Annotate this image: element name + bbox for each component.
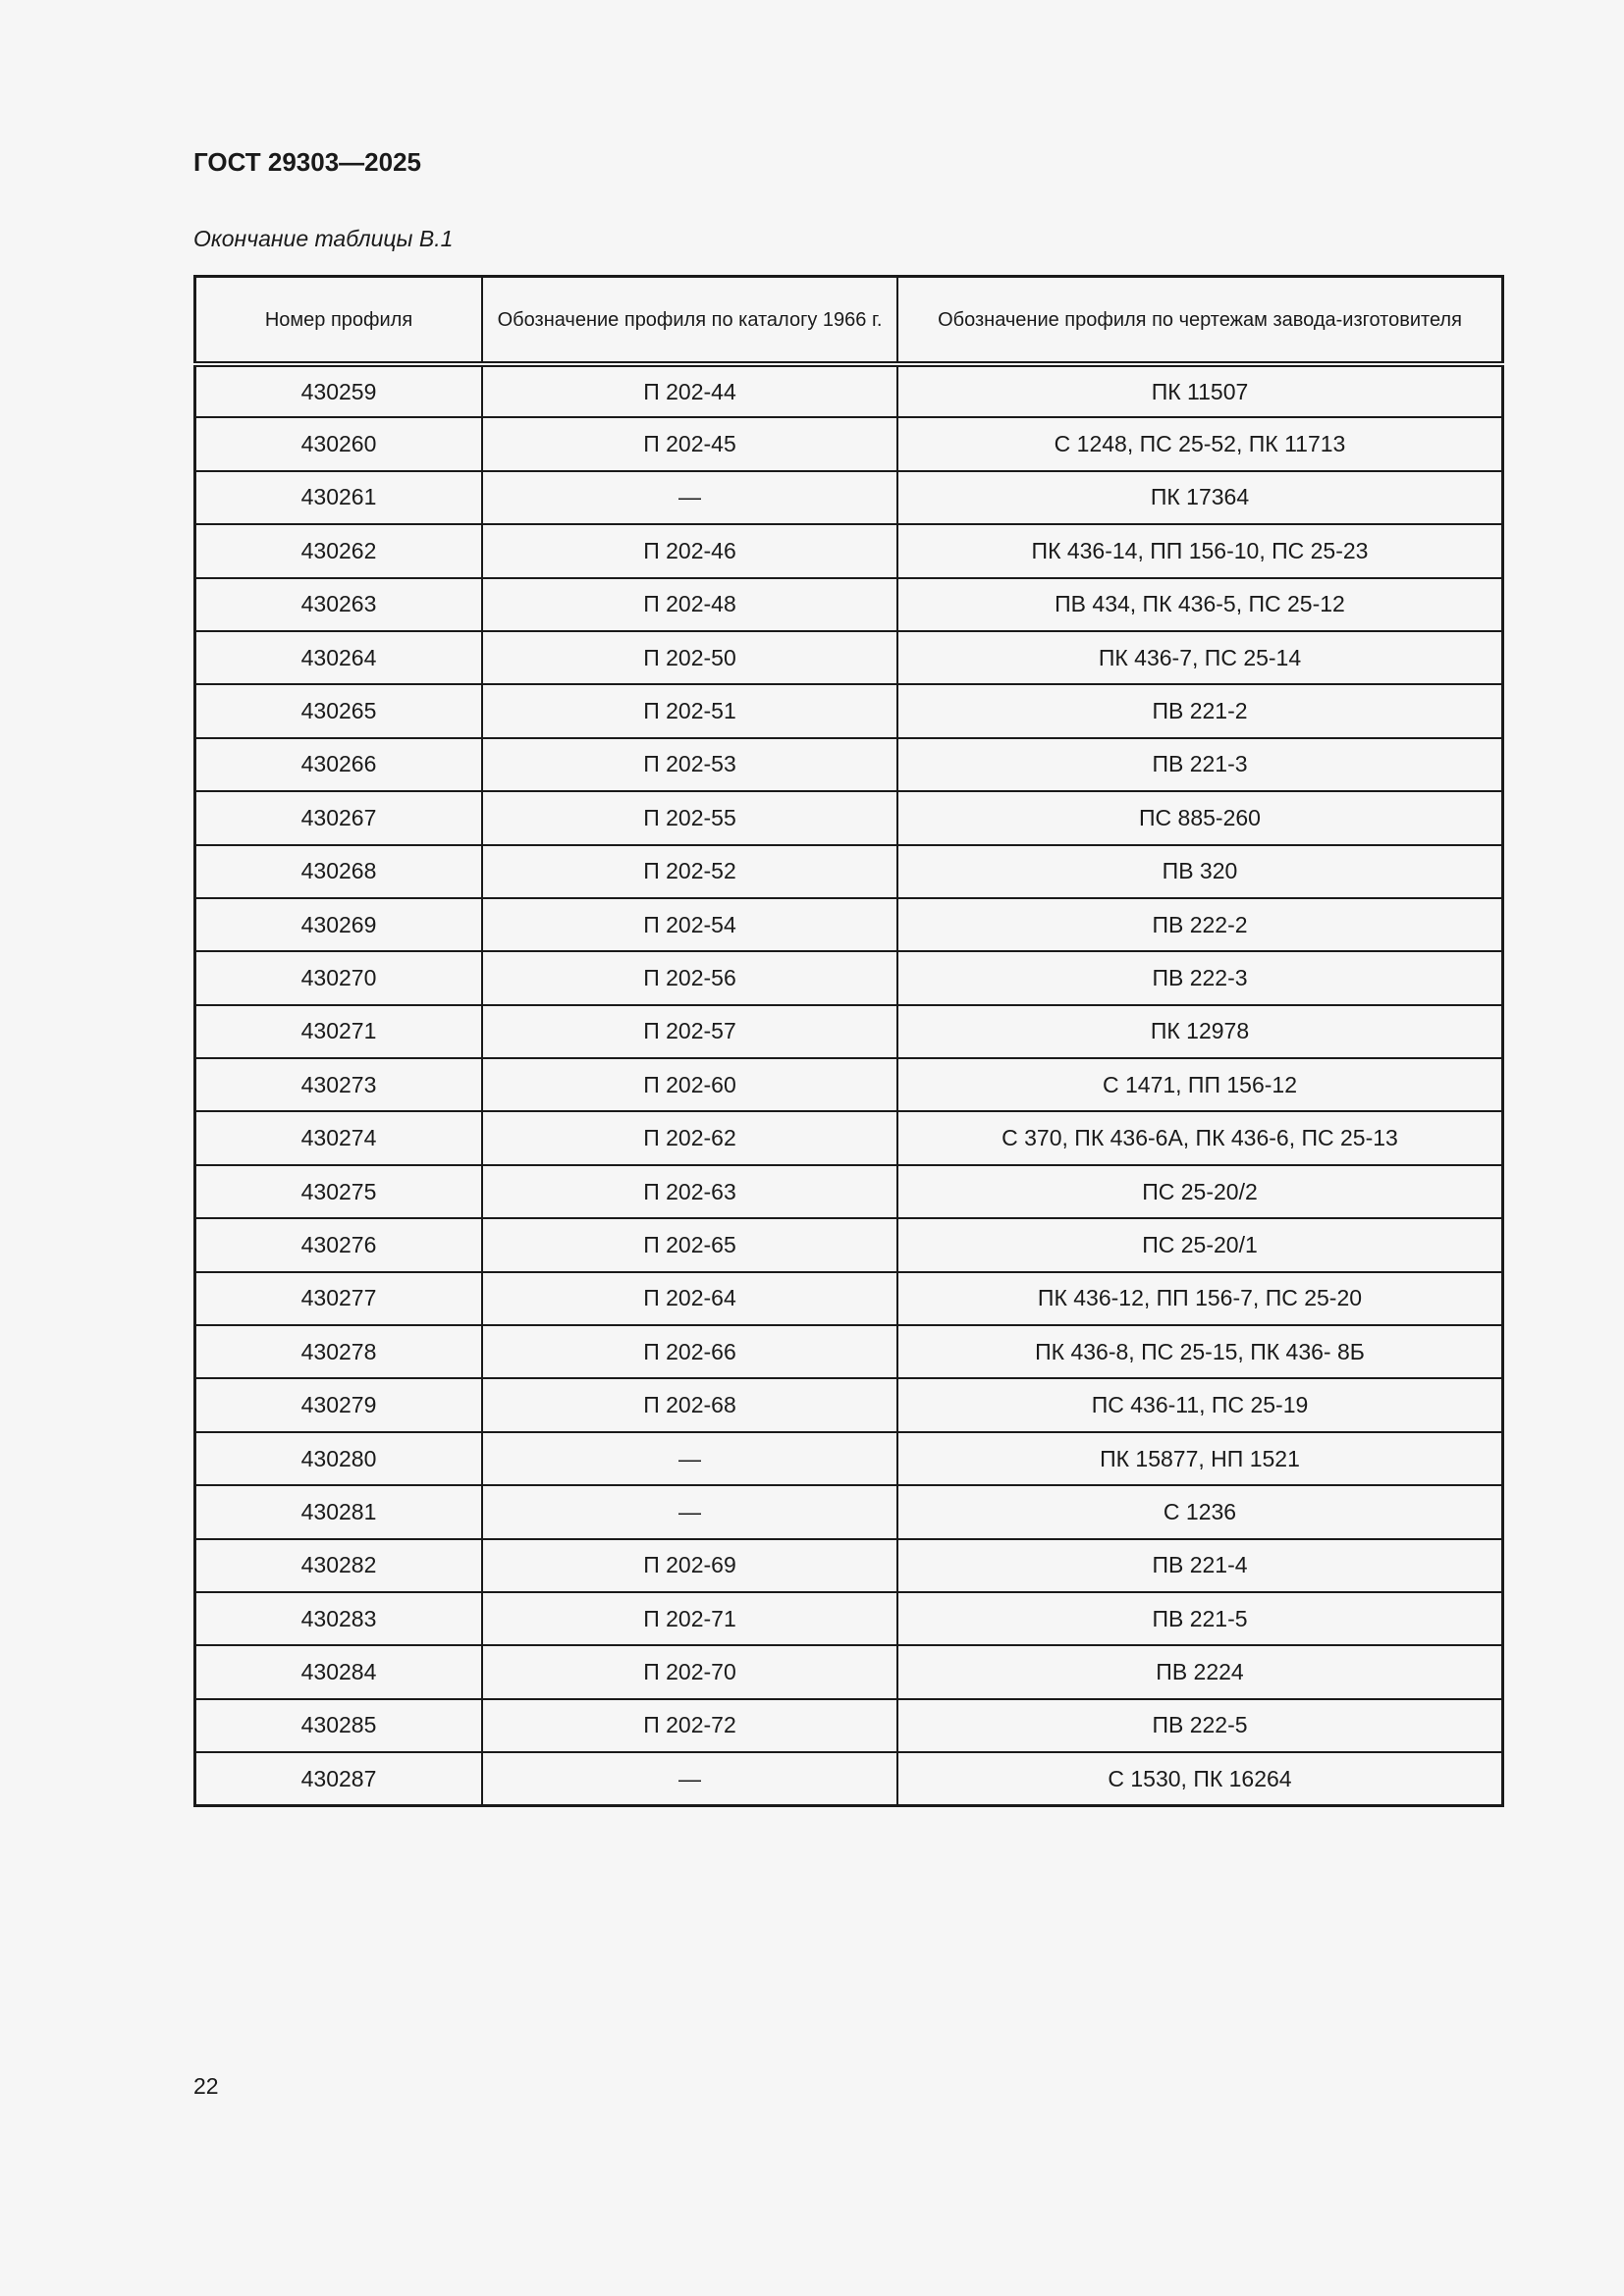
profile-number-cell: 430285	[195, 1699, 483, 1752]
profile-number-cell: 430278	[195, 1325, 483, 1378]
manufacturer-designation-cell: С 1236	[897, 1485, 1503, 1538]
manufacturer-designation-cell: ПВ 222-5	[897, 1699, 1503, 1752]
catalog-designation-cell: П 202-68	[482, 1378, 897, 1431]
profile-number-cell: 430269	[195, 898, 483, 951]
table-row	[195, 524, 1503, 577]
catalog-designation-cell: П 202-50	[482, 631, 897, 684]
table-row	[195, 845, 1503, 898]
profile-number-cell: 430266	[195, 738, 483, 791]
catalog-designation-cell: П 202-57	[482, 1005, 897, 1058]
table-row	[195, 738, 1503, 791]
catalog-designation-cell: П 202-52	[482, 845, 897, 898]
profile-number-cell: 430270	[195, 951, 483, 1004]
table-row	[195, 1539, 1503, 1592]
table-row	[195, 684, 1503, 737]
catalog-designation-cell: —	[482, 471, 897, 524]
table-row	[195, 631, 1503, 684]
column-header-profile-number: Номер профиля	[195, 277, 483, 365]
table-row	[195, 1325, 1503, 1378]
manufacturer-designation-cell: ПК 11507	[897, 364, 1503, 417]
profile-number-cell: 430265	[195, 684, 483, 737]
column-header-manufacturer-drawing: Обозначение профиля по чертежам завода-изготовителя	[897, 277, 1503, 365]
manufacturer-designation-cell: ПВ 2224	[897, 1645, 1503, 1698]
table-row	[195, 417, 1503, 470]
profile-table	[193, 275, 1504, 1807]
manufacturer-designation-cell: ПК 436-12, ПП 156-7, ПС 25-20	[897, 1272, 1503, 1325]
profile-number-cell: 430277	[195, 1272, 483, 1325]
catalog-designation-cell: П 202-55	[482, 791, 897, 844]
table-row	[195, 951, 1503, 1004]
profile-number-cell: 430276	[195, 1218, 483, 1271]
table-row	[195, 898, 1503, 951]
manufacturer-designation-cell: ПВ 320	[897, 845, 1503, 898]
table-row	[195, 1005, 1503, 1058]
table-body	[195, 364, 1503, 1806]
table-row	[195, 1485, 1503, 1538]
profile-number-cell: 430268	[195, 845, 483, 898]
table-row	[195, 1058, 1503, 1111]
catalog-designation-cell: П 202-69	[482, 1539, 897, 1592]
catalog-designation-cell: П 202-60	[482, 1058, 897, 1111]
profile-number-cell: 430287	[195, 1752, 483, 1805]
profile-number-cell: 430273	[195, 1058, 483, 1111]
manufacturer-designation-cell: ПВ 221-2	[897, 684, 1503, 737]
catalog-designation-cell: П 202-45	[482, 417, 897, 470]
profile-number-cell: 430262	[195, 524, 483, 577]
table-row	[195, 1592, 1503, 1645]
profile-number-cell: 430283	[195, 1592, 483, 1645]
profile-number-cell: 430284	[195, 1645, 483, 1698]
manufacturer-designation-cell: С 1248, ПС 25-52, ПК 11713	[897, 417, 1503, 470]
catalog-designation-cell: П 202-71	[482, 1592, 897, 1645]
manufacturer-designation-cell: ПК 436-8, ПС 25-15, ПК 436- 8Б	[897, 1325, 1503, 1378]
catalog-designation-cell: П 202-72	[482, 1699, 897, 1752]
manufacturer-designation-cell: ПК 436-7, ПС 25-14	[897, 631, 1503, 684]
table-row	[195, 1378, 1503, 1431]
catalog-designation-cell: П 202-63	[482, 1165, 897, 1218]
manufacturer-designation-cell: ПК 15877, НП 1521	[897, 1432, 1503, 1485]
table-row	[195, 1218, 1503, 1271]
table-row	[195, 1165, 1503, 1218]
profile-number-cell: 430260	[195, 417, 483, 470]
profile-number-cell: 430261	[195, 471, 483, 524]
profile-number-cell: 430280	[195, 1432, 483, 1485]
profile-number-cell: 430282	[195, 1539, 483, 1592]
profile-number-cell: 430267	[195, 791, 483, 844]
catalog-designation-cell: П 202-65	[482, 1218, 897, 1271]
profile-number-cell: 430275	[195, 1165, 483, 1218]
table-row	[195, 1645, 1503, 1698]
catalog-designation-cell: П 202-64	[482, 1272, 897, 1325]
profile-number-cell: 430271	[195, 1005, 483, 1058]
profile-number-cell: 430259	[195, 364, 483, 417]
table-header-row	[195, 277, 1503, 365]
manufacturer-designation-cell: ПВ 222-3	[897, 951, 1503, 1004]
manufacturer-designation-cell: С 370, ПК 436-6А, ПК 436-6, ПС 25-13	[897, 1111, 1503, 1164]
manufacturer-designation-cell: ПВ 222-2	[897, 898, 1503, 951]
catalog-designation-cell: П 202-66	[482, 1325, 897, 1378]
manufacturer-designation-cell: ПС 436-11, ПС 25-19	[897, 1378, 1503, 1431]
table-row	[195, 1752, 1503, 1805]
catalog-designation-cell: —	[482, 1752, 897, 1805]
profile-number-cell: 430281	[195, 1485, 483, 1538]
catalog-designation-cell: П 202-70	[482, 1645, 897, 1698]
catalog-designation-cell: —	[482, 1432, 897, 1485]
manufacturer-designation-cell: С 1471, ПП 156-12	[897, 1058, 1503, 1111]
catalog-designation-cell: П 202-44	[482, 364, 897, 417]
catalog-designation-cell: —	[482, 1485, 897, 1538]
manufacturer-designation-cell: С 1530, ПК 16264	[897, 1752, 1503, 1805]
manufacturer-designation-cell: ПК 436-14, ПП 156-10, ПС 25-23	[897, 524, 1503, 577]
table-caption: Окончание таблицы В.1	[193, 226, 454, 251]
catalog-designation-cell: П 202-53	[482, 738, 897, 791]
catalog-designation-cell: П 202-54	[482, 898, 897, 951]
catalog-designation-cell: П 202-51	[482, 684, 897, 737]
manufacturer-designation-cell: ПС 885-260	[897, 791, 1503, 844]
profile-number-cell: 430274	[195, 1111, 483, 1164]
profile-number-cell: 430264	[195, 631, 483, 684]
column-header-catalog-1966: Обозначение профиля по каталогу 1966 г.	[482, 277, 897, 365]
document-title: ГОСТ 29303—2025	[193, 147, 421, 177]
catalog-designation-cell: П 202-56	[482, 951, 897, 1004]
table-row	[195, 1432, 1503, 1485]
manufacturer-designation-cell: ПВ 434, ПК 436-5, ПС 25-12	[897, 578, 1503, 631]
table-row	[195, 578, 1503, 631]
profile-number-cell: 430263	[195, 578, 483, 631]
manufacturer-designation-cell: ПС 25-20/1	[897, 1218, 1503, 1271]
table-row	[195, 1272, 1503, 1325]
table-row	[195, 1699, 1503, 1752]
manufacturer-designation-cell: ПВ 221-4	[897, 1539, 1503, 1592]
page-number: 22	[193, 2073, 219, 2099]
manufacturer-designation-cell: ПВ 221-3	[897, 738, 1503, 791]
catalog-designation-cell: П 202-48	[482, 578, 897, 631]
manufacturer-designation-cell: ПК 12978	[897, 1005, 1503, 1058]
catalog-designation-cell: П 202-62	[482, 1111, 897, 1164]
table-row	[195, 471, 1503, 524]
table-row	[195, 364, 1503, 417]
manufacturer-designation-cell: ПС 25-20/2	[897, 1165, 1503, 1218]
manufacturer-designation-cell: ПВ 221-5	[897, 1592, 1503, 1645]
table-row	[195, 791, 1503, 844]
catalog-designation-cell: П 202-46	[482, 524, 897, 577]
manufacturer-designation-cell: ПК 17364	[897, 471, 1503, 524]
profile-number-cell: 430279	[195, 1378, 483, 1431]
table-row	[195, 1111, 1503, 1164]
